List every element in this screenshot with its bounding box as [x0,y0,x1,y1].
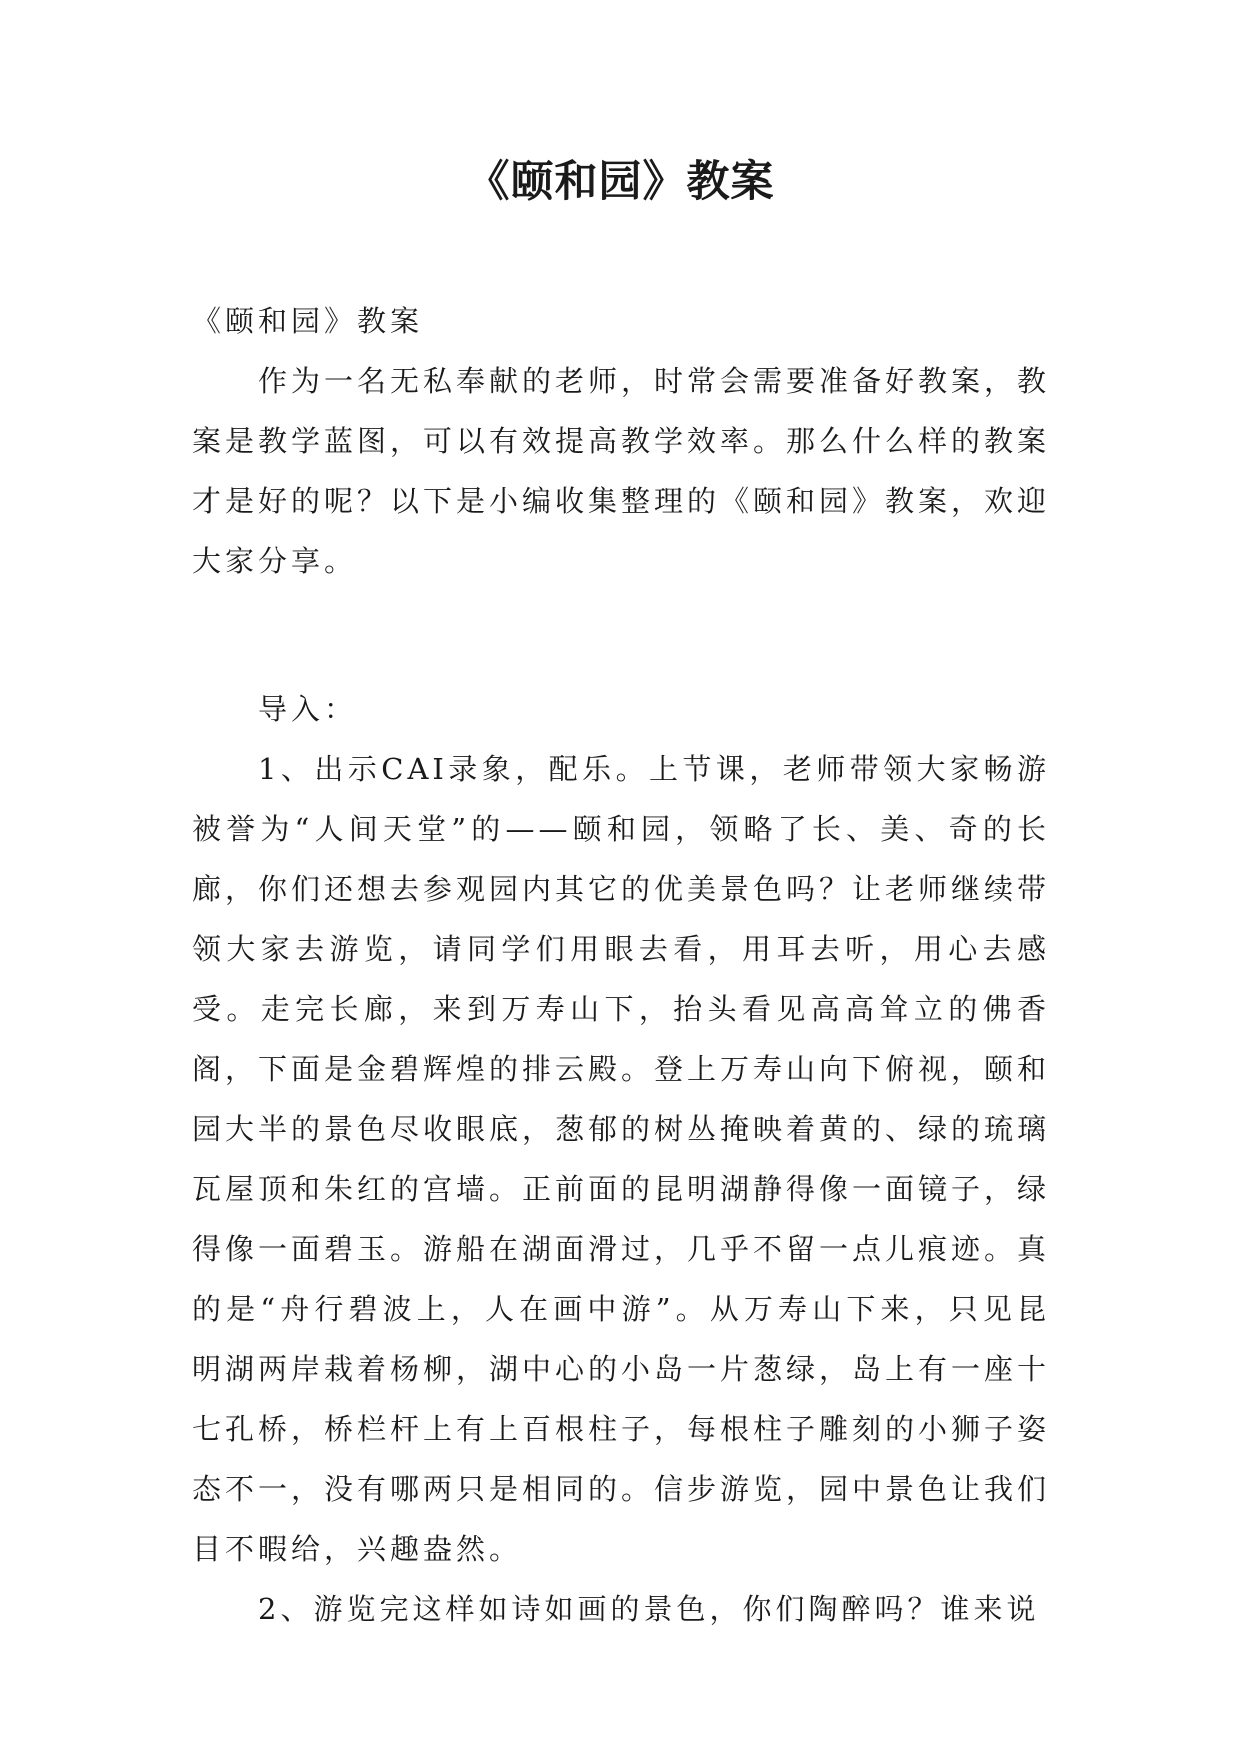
document-body [192,291,1050,1639]
paragraph-gap [192,591,1050,679]
intro-paragraph: 作为一名无私奉献的老师，时常会需要准备好教案，教案是教学蓝图，可以有效提高教学效率。那么什么样的教案才是好的呢？以下是小编收集整理的《颐和园》教案，欢迎大家分享。 [192,364,1051,578]
section-label: 导入： [258,692,358,726]
document-title: 《颐和园》教案 [466,157,775,207]
list-item-2: 2、游览完这样如诗如画的景色，你们陶醉吗？谁来说 [258,1592,1040,1626]
list-item-1: 1、出示CAI录象，配乐。上节课，老师带领大家畅游被誉为“人间天堂”的——颐和园，领略了长、美、奇的长廊，你们还想去参观园内其它的优美景色吗？让老师继续带领大家去游览，请同学们用眼去看，用耳去听，用心去感受。走完长廊，来到万寿山下，抬头看见高高耸立的佛香阁，下面是金碧辉煌的排云殿。登上万寿山向下俯视，颐和园大半的景色尽收眼底，葱郁的树丛掩映着黄的、绿的琉璃瓦屋顶和朱红的宫墙。正前面的昆明湖静得像一面镜子，绿得像一面碧玉。游船在湖面滑过，几乎不留一点儿痕迹。真的是“舟行碧波上，人在画中游”。从万寿山下来，只见昆明湖两岸栽着杨柳，湖中心的小岛一片葱绿，岛上有一座十七孔桥，桥栏杆上有上百根柱子，每根柱子雕刻的小狮子姿态不一，没有哪两只是相同的。信步游览，园中景色让我们目不暇给，兴趣盎然。 [192,752,1051,1566]
heading-repeat-paragraph: 《颐和园》教案 [192,304,424,338]
